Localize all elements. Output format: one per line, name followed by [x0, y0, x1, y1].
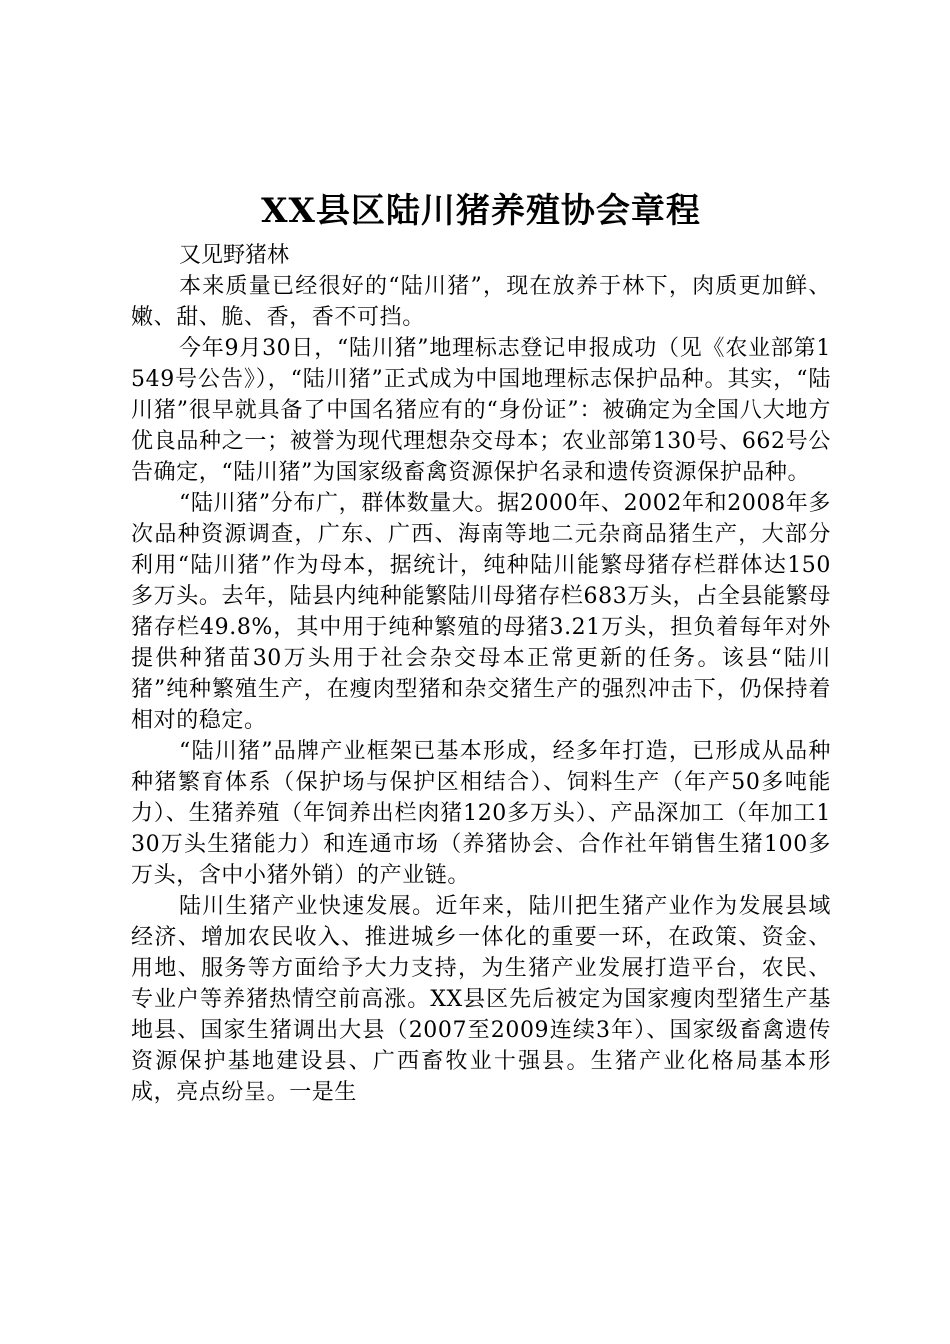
- paragraph-2: 今年9月30日，“陆川猪”地理标志登记申报成功（见《农业部第1549号公告》），“陆川猪”正式成为中国地理标志保护品种。其实，“陆川猪”很早就具备了中国名猪应有的“身份证”：被确定为全国八大地方优良品种之一；被誉为现代理想杂交母本；农业部第130号、662号公告确定，“陆川猪”为国家级畜禽资源保护名录和遗传资源保护品种。: [131, 336, 831, 485]
- paragraph-5: 陆川生猪产业快速发展。近年来，陆川把生猪产业作为发展县域经济、增加农民收入、推进城乡一体化的重要一环，在政策、资金、用地、服务等方面给予大力支持，为生猪产业发展打造平台，农民、专业户等养猪热情空前高涨。XX县区先后被定为国家瘦肉型猪生产基地县、国家生猪调出大县（2007至2009连续3年）、国家级畜禽遗传资源保护基地建设县、广西畜牧业十强县。生猪产业化格局基本形成，亮点纷呈。一是生: [131, 894, 831, 1105]
- paragraph-1: 本来质量已经很好的“陆川猪”，现在放养于林下，肉质更加鲜、嫩、甜、脆、香，香不可挡。: [131, 274, 831, 330]
- document-subtitle: 又见野猪林: [179, 243, 290, 268]
- document-page: [131, 188, 831, 1108]
- paragraph-3: “陆川猪”分布广，群体数量大。据2000年、2002年和2008年多次品种资源调查，广东、广西、海南等地二元杂商品猪生产，大部分利用“陆川猪”作为母本，据统计，纯种陆川能繁母猪存栏群体达150多万头。去年，陆县内纯种能繁陆川母猪存栏683万头，占全县能繁母猪存栏49.8%，其中用于纯种繁殖的母猪3.21万头，担负着每年对外提供种猪苗30万头用于社会杂交母本正常更新的任务。该县“陆川猪”纯种繁殖生产，在瘦肉型猪和杂交猪生产的强烈冲击下，仍保持着相对的稳定。: [131, 491, 831, 733]
- paragraph-4: “陆川猪”品牌产业框架已基本形成，经多年打造，已形成从品种种猪繁育体系（保护场与保护区相结合）、饲料生产（年产50多吨能力）、生猪养殖（年饲养出栏肉猪120多万头）、产品深加工（年加工130万头生猪能力）和连通市场（养猪协会、合作社年销售生猪100多万头，含中小猪外销）的产业链。: [131, 739, 831, 888]
- document-title: XX县区陆川猪养殖协会章程: [261, 191, 701, 231]
